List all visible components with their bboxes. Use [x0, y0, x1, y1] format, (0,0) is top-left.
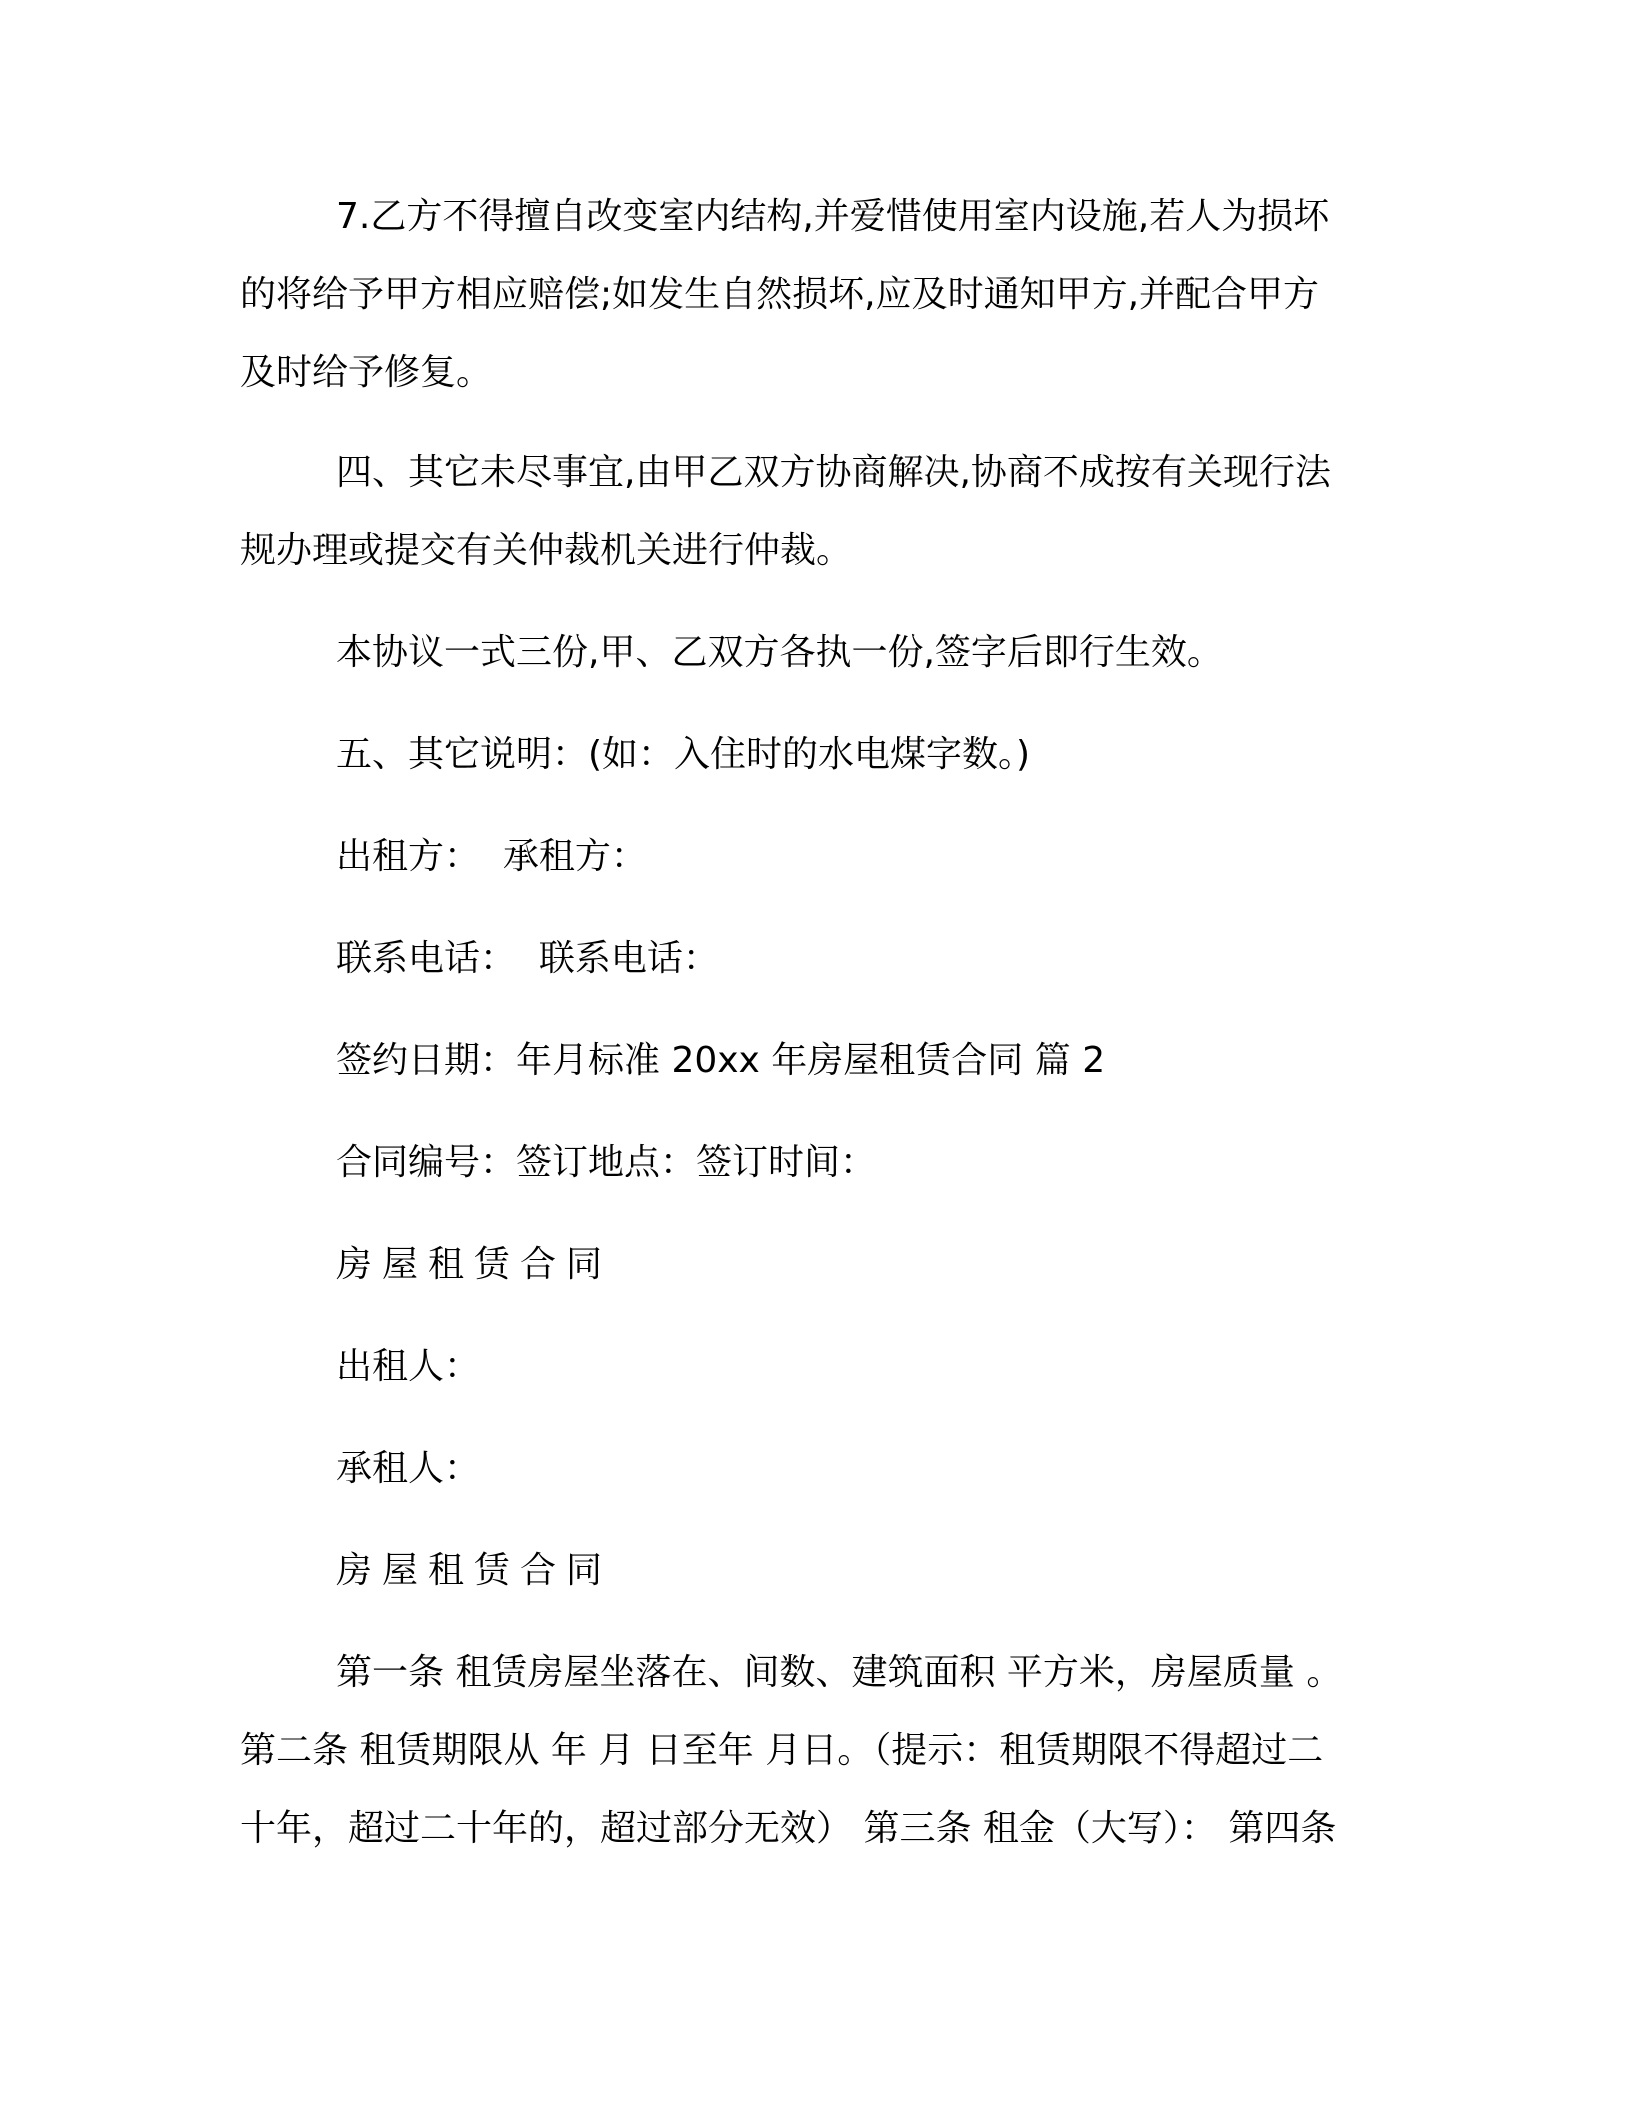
- section-4-paragraph: [240, 434, 1390, 590]
- text-line: 房屋租赁合同: [336, 1244, 613, 1285]
- text-line: 本协议一式三份,甲、乙双方各执一份,签字后即行生效。: [336, 632, 1223, 673]
- lessee-line: [336, 1430, 1390, 1508]
- text-line: 合同编号：签订地点：签订时间：: [336, 1142, 877, 1183]
- agreement-copies-line: [336, 614, 1390, 692]
- text-line: 房屋租赁合同: [336, 1550, 613, 1591]
- text-line: 四、其它未尽事宜,由甲乙双方协商解决,协商不成按有关现行法: [336, 452, 1331, 493]
- contract-number-line: [336, 1124, 1390, 1202]
- contract-title-2: [336, 1532, 1390, 1610]
- lessor-line: [336, 1328, 1390, 1406]
- text-line: 规办理或提交有关仲裁机关进行仲裁。: [240, 530, 853, 571]
- signing-date-line: [336, 1022, 1390, 1100]
- text-line: 7.乙方不得擅自改变室内结构,并爱惜使用室内设施,若人为损坏: [336, 196, 1330, 237]
- clause-7-paragraph: [240, 178, 1390, 412]
- text-line: 出租人：: [336, 1346, 481, 1387]
- text-line: 承租人：: [336, 1448, 481, 1489]
- text-line: 第一条 租赁房屋坐落在、间数、建筑面积 平方米，房屋质量 。: [336, 1652, 1343, 1693]
- text-line: 五、其它说明：(如：入住时的水电煤字数。): [336, 734, 1031, 775]
- section-5-line: [336, 716, 1390, 794]
- text-line: 签约日期：年月标准 20xx 年房屋租赁合同 篇 2: [336, 1040, 1106, 1081]
- text-line: 第二条 租赁期限从 年 月 日至年 月日。（提示：租赁期限不得超过二: [240, 1730, 1324, 1771]
- contract-title: [336, 1226, 1390, 1304]
- contact-phone-line: [336, 920, 1390, 998]
- text-line: 出租方： 承租方：: [336, 836, 647, 877]
- text-line: 十年，超过二十年的，超过部分无效） 第三条 租金（大写）： 第四条: [240, 1808, 1337, 1849]
- text-line: 及时给予修复。: [240, 352, 493, 393]
- text-line: 联系电话： 联系电话：: [336, 938, 719, 979]
- text-line: 的将给予甲方相应赔偿;如发生自然损坏,应及时通知甲方,并配合甲方: [240, 274, 1320, 315]
- lessor-lessee-line: [336, 818, 1390, 896]
- articles-paragraph: [240, 1634, 1390, 1868]
